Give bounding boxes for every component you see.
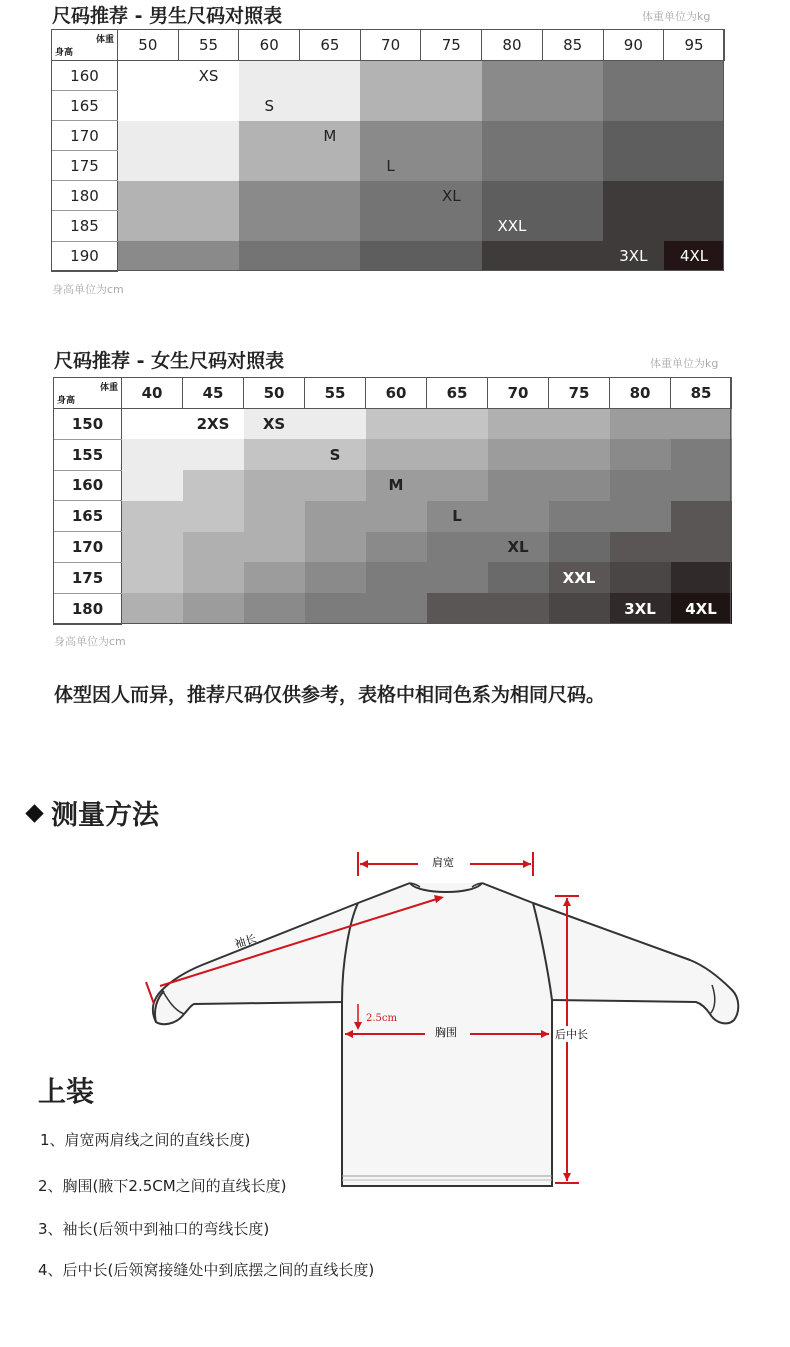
women-weight-header: 70 bbox=[488, 378, 549, 409]
women-table-row bbox=[54, 439, 732, 470]
women-size-cell bbox=[549, 470, 610, 501]
women-weight-header: 80 bbox=[610, 378, 671, 409]
men-size-cell bbox=[482, 181, 543, 211]
men-size-table bbox=[51, 29, 725, 272]
women-size-cell: 2XS bbox=[183, 409, 244, 440]
men-weight-header: 60 bbox=[239, 30, 300, 61]
men-size-cell bbox=[178, 151, 239, 181]
men-height-header: 170 bbox=[52, 121, 118, 151]
women-size-cell bbox=[671, 562, 732, 593]
men-size-cell bbox=[664, 61, 725, 91]
men-size-cell bbox=[118, 241, 179, 271]
women-table-row bbox=[54, 409, 732, 440]
women-size-cell bbox=[671, 470, 732, 501]
women-size-cell bbox=[488, 593, 549, 624]
men-weight-header: 75 bbox=[421, 30, 482, 61]
women-size-cell bbox=[610, 532, 671, 563]
women-size-cell bbox=[244, 439, 305, 470]
women-size-cell bbox=[671, 532, 732, 563]
men-size-cell bbox=[300, 91, 361, 121]
men-size-cell bbox=[239, 151, 300, 181]
women-weight-header: 50 bbox=[244, 378, 305, 409]
women-weight-header: 65 bbox=[427, 378, 488, 409]
men-size-cell bbox=[542, 91, 603, 121]
men-weight-header: 70 bbox=[360, 30, 421, 61]
men-table-row bbox=[52, 211, 725, 241]
women-size-cell bbox=[244, 593, 305, 624]
men-size-cell bbox=[239, 211, 300, 241]
men-weight-header: 90 bbox=[603, 30, 664, 61]
men-size-cell bbox=[421, 151, 482, 181]
men-size-cell bbox=[360, 121, 421, 151]
women-table-row bbox=[54, 470, 732, 501]
men-corner-weight-label: 体重 bbox=[95, 35, 114, 45]
men-size-cell bbox=[300, 181, 361, 211]
women-size-cell bbox=[610, 562, 671, 593]
women-size-cell bbox=[122, 562, 183, 593]
men-table-row bbox=[52, 91, 725, 121]
women-size-cell bbox=[610, 470, 671, 501]
women-size-cell: XS bbox=[244, 409, 305, 440]
men-table-row bbox=[52, 241, 725, 271]
men-size-cell: M bbox=[300, 121, 361, 151]
men-table-row bbox=[52, 121, 725, 151]
men-size-cell: 3XL bbox=[603, 241, 664, 271]
men-size-cell bbox=[603, 151, 664, 181]
women-size-cell bbox=[183, 470, 244, 501]
women-corner-cell bbox=[54, 378, 122, 409]
women-size-cell: XL bbox=[488, 532, 549, 563]
women-table-row bbox=[54, 501, 732, 532]
men-size-cell bbox=[360, 61, 421, 91]
men-table-row bbox=[52, 61, 725, 91]
women-size-cell bbox=[671, 409, 732, 440]
men-height-header: 190 bbox=[52, 241, 118, 271]
men-size-cell bbox=[603, 91, 664, 121]
men-weight-unit: 体重单位为kg bbox=[642, 10, 711, 23]
men-corner-height-label: 身高 bbox=[55, 48, 74, 58]
women-size-cell bbox=[427, 593, 488, 624]
women-size-cell bbox=[427, 470, 488, 501]
women-size-cell bbox=[549, 532, 610, 563]
step-chest: 2、胸围(腋下2.5CM之间的直线长度) bbox=[38, 1177, 287, 1195]
women-size-cell bbox=[366, 593, 427, 624]
women-size-cell bbox=[427, 409, 488, 440]
men-size-cell: L bbox=[360, 151, 421, 181]
men-size-cell bbox=[421, 91, 482, 121]
men-size-cell bbox=[664, 151, 725, 181]
men-size-cell bbox=[482, 91, 543, 121]
men-size-cell bbox=[664, 91, 725, 121]
men-height-header: 180 bbox=[52, 181, 118, 211]
women-size-cell bbox=[610, 501, 671, 532]
women-table-title: 尺码推荐 - 女生尺码对照表 bbox=[54, 350, 285, 372]
men-weight-header: 65 bbox=[300, 30, 361, 61]
women-height-header: 180 bbox=[54, 593, 122, 624]
men-size-cell bbox=[542, 121, 603, 151]
women-size-cell bbox=[549, 593, 610, 624]
men-size-cell bbox=[360, 91, 421, 121]
chest-label: 胸围 bbox=[435, 1026, 457, 1039]
step-shoulder: 1、肩宽两肩线之间的直线长度) bbox=[40, 1131, 251, 1149]
men-size-cell: XXL bbox=[482, 211, 543, 241]
women-size-cell bbox=[122, 409, 183, 440]
men-size-cell bbox=[118, 91, 179, 121]
women-size-cell bbox=[183, 532, 244, 563]
men-size-cell bbox=[300, 61, 361, 91]
men-table-row bbox=[52, 151, 725, 181]
women-table-row bbox=[54, 562, 732, 593]
women-size-cell bbox=[366, 409, 427, 440]
men-size-cell bbox=[360, 211, 421, 241]
men-size-cell bbox=[239, 61, 300, 91]
men-size-cell bbox=[664, 181, 725, 211]
men-size-cell bbox=[664, 121, 725, 151]
men-size-cell bbox=[542, 211, 603, 241]
men-weight-header: 85 bbox=[542, 30, 603, 61]
women-height-unit: 身高单位为cm bbox=[54, 635, 126, 648]
women-size-cell bbox=[122, 593, 183, 624]
men-size-cell: S bbox=[239, 91, 300, 121]
men-corner-cell bbox=[52, 30, 118, 61]
men-size-cell: XL bbox=[421, 181, 482, 211]
women-size-cell: S bbox=[305, 439, 366, 470]
women-size-cell bbox=[244, 532, 305, 563]
women-size-cell bbox=[244, 562, 305, 593]
men-size-cell bbox=[178, 241, 239, 271]
armpit-offset-label: 2.5cm bbox=[366, 1013, 397, 1024]
women-weight-header: 60 bbox=[366, 378, 427, 409]
women-size-cell bbox=[122, 439, 183, 470]
shoulder-label: 肩宽 bbox=[432, 856, 454, 869]
men-weight-header-row bbox=[52, 30, 725, 61]
step-sleeve: 3、袖长(后领中到袖口的弯线长度) bbox=[38, 1220, 270, 1238]
women-size-cell bbox=[244, 470, 305, 501]
women-height-header: 155 bbox=[54, 439, 122, 470]
men-weight-header: 95 bbox=[664, 30, 725, 61]
size-note: 体型因人而异，推荐尺码仅供参考，表格中相同色系为相同尺码。 bbox=[54, 684, 606, 706]
men-table-row bbox=[52, 181, 725, 211]
women-size-cell: 3XL bbox=[610, 593, 671, 624]
women-weight-header: 85 bbox=[671, 378, 732, 409]
women-corner-height-label: 身高 bbox=[57, 396, 76, 406]
women-table-row bbox=[54, 532, 732, 563]
women-size-cell bbox=[366, 532, 427, 563]
step-back-length: 4、后中长(后领窝接缝处中到底摆之间的直线长度) bbox=[38, 1261, 375, 1279]
women-size-cell bbox=[305, 409, 366, 440]
men-size-cell bbox=[603, 181, 664, 211]
men-size-cell bbox=[239, 241, 300, 271]
women-table-row bbox=[54, 593, 732, 624]
men-size-cell bbox=[482, 241, 543, 271]
women-size-cell bbox=[671, 439, 732, 470]
men-size-cell bbox=[603, 61, 664, 91]
women-height-header: 165 bbox=[54, 501, 122, 532]
women-size-cell bbox=[427, 562, 488, 593]
men-weight-header: 50 bbox=[118, 30, 179, 61]
women-size-cell bbox=[671, 501, 732, 532]
women-size-cell bbox=[122, 501, 183, 532]
women-size-cell bbox=[427, 439, 488, 470]
women-size-cell bbox=[488, 470, 549, 501]
diamond-bullet-icon bbox=[25, 804, 43, 822]
men-size-cell bbox=[603, 121, 664, 151]
men-size-cell bbox=[360, 241, 421, 271]
women-size-cell bbox=[183, 439, 244, 470]
sleeve-label: 袖长 bbox=[233, 932, 258, 951]
women-size-cell bbox=[549, 439, 610, 470]
women-size-cell bbox=[183, 593, 244, 624]
men-size-cell bbox=[542, 241, 603, 271]
men-size-cell bbox=[178, 91, 239, 121]
men-size-cell bbox=[421, 241, 482, 271]
women-weight-unit: 体重单位为kg bbox=[650, 357, 719, 370]
women-size-cell bbox=[122, 532, 183, 563]
women-weight-header: 45 bbox=[183, 378, 244, 409]
women-size-cell bbox=[305, 470, 366, 501]
women-size-cell bbox=[610, 409, 671, 440]
women-size-cell bbox=[610, 439, 671, 470]
men-height-header: 175 bbox=[52, 151, 118, 181]
women-size-cell bbox=[183, 501, 244, 532]
men-size-cell bbox=[542, 61, 603, 91]
men-size-cell bbox=[118, 61, 179, 91]
men-height-header: 160 bbox=[52, 61, 118, 91]
men-size-cell bbox=[542, 181, 603, 211]
men-size-cell bbox=[178, 211, 239, 241]
women-weight-header: 55 bbox=[305, 378, 366, 409]
men-size-cell bbox=[178, 121, 239, 151]
upper-garment-title: 上装 bbox=[38, 1075, 95, 1108]
men-size-cell bbox=[542, 151, 603, 181]
women-size-cell bbox=[122, 470, 183, 501]
women-size-cell bbox=[305, 532, 366, 563]
men-size-cell bbox=[178, 181, 239, 211]
men-size-cell bbox=[421, 121, 482, 151]
women-height-header: 150 bbox=[54, 409, 122, 440]
men-size-cell bbox=[118, 211, 179, 241]
men-weight-header: 55 bbox=[178, 30, 239, 61]
women-height-header: 160 bbox=[54, 470, 122, 501]
men-size-cell bbox=[664, 211, 725, 241]
men-size-cell bbox=[300, 211, 361, 241]
measure-section-title bbox=[28, 793, 159, 832]
women-size-cell bbox=[183, 562, 244, 593]
women-size-cell bbox=[427, 532, 488, 563]
back-length-label: 后中长 bbox=[555, 1028, 588, 1041]
men-size-cell bbox=[118, 181, 179, 211]
men-size-cell bbox=[360, 181, 421, 211]
women-size-cell bbox=[366, 501, 427, 532]
women-size-cell bbox=[549, 409, 610, 440]
men-size-cell bbox=[239, 121, 300, 151]
women-size-cell bbox=[488, 562, 549, 593]
women-weight-header: 40 bbox=[122, 378, 183, 409]
women-size-cell: 4XL bbox=[671, 593, 732, 624]
women-size-cell bbox=[549, 501, 610, 532]
men-size-cell: 4XL bbox=[664, 241, 725, 271]
women-weight-header: 75 bbox=[549, 378, 610, 409]
women-size-cell: L bbox=[427, 501, 488, 532]
men-height-header: 185 bbox=[52, 211, 118, 241]
women-height-header: 170 bbox=[54, 532, 122, 563]
women-size-cell bbox=[366, 439, 427, 470]
men-size-cell bbox=[421, 211, 482, 241]
men-size-cell bbox=[118, 121, 179, 151]
women-size-cell: XXL bbox=[549, 562, 610, 593]
women-weight-header-row bbox=[54, 378, 732, 409]
women-size-cell bbox=[244, 501, 305, 532]
men-height-unit: 身高单位为cm bbox=[52, 283, 124, 296]
men-size-cell bbox=[603, 211, 664, 241]
men-size-cell bbox=[482, 61, 543, 91]
women-size-cell bbox=[488, 409, 549, 440]
measure-section-label: 测量方法 bbox=[51, 800, 159, 831]
men-size-cell bbox=[421, 61, 482, 91]
women-corner-weight-label: 体重 bbox=[99, 383, 118, 393]
women-size-cell bbox=[488, 501, 549, 532]
men-size-cell: XS bbox=[178, 61, 239, 91]
men-size-cell bbox=[300, 241, 361, 271]
women-size-cell bbox=[305, 593, 366, 624]
women-size-cell bbox=[366, 562, 427, 593]
men-size-cell bbox=[482, 151, 543, 181]
men-weight-header: 80 bbox=[482, 30, 543, 61]
men-size-cell bbox=[482, 121, 543, 151]
women-size-cell bbox=[305, 562, 366, 593]
men-height-header: 165 bbox=[52, 91, 118, 121]
women-size-cell bbox=[488, 439, 549, 470]
men-size-cell bbox=[300, 151, 361, 181]
women-size-cell: M bbox=[366, 470, 427, 501]
men-size-cell bbox=[239, 181, 300, 211]
women-size-table bbox=[53, 377, 732, 625]
women-height-header: 175 bbox=[54, 562, 122, 593]
men-table-title: 尺码推荐 - 男生尺码对照表 bbox=[52, 5, 283, 27]
women-size-cell bbox=[305, 501, 366, 532]
men-size-cell bbox=[118, 151, 179, 181]
